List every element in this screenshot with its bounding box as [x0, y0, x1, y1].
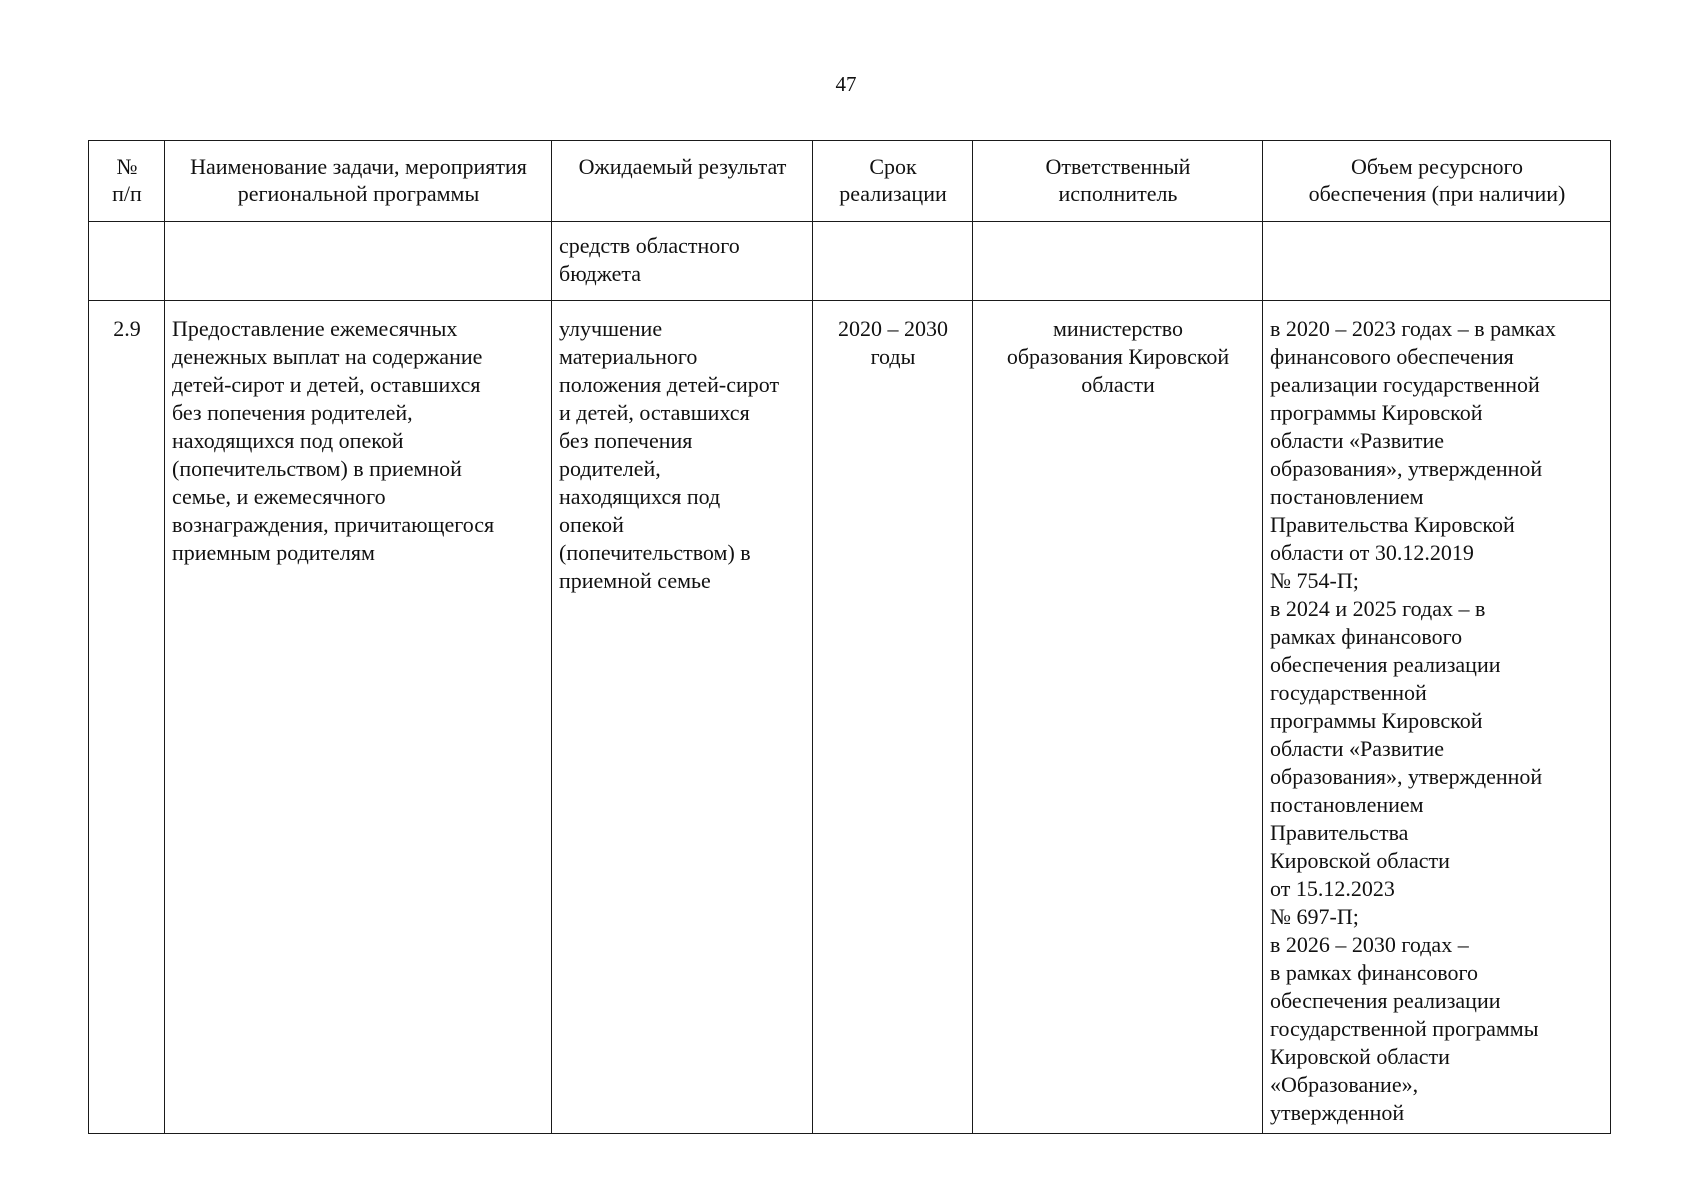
cell-term: [813, 222, 973, 301]
table-row-continuation: [89, 222, 1611, 301]
header-number: № п/п: [89, 141, 165, 222]
cell-number: 2.9: [89, 301, 165, 1134]
program-measures-table: [88, 140, 1611, 1134]
cell-result: улучшение материального положения детей-сирот и детей, оставшихся без попечения родителей, находящихся под опекой (попечительством) в приемной семье: [552, 301, 813, 1134]
cell-executor: [973, 222, 1263, 301]
header-executor: Ответственный исполнитель: [973, 141, 1263, 222]
cell-resources: в 2020 – 2023 годах – в рамках финансового обеспечения реализации государственной программы Кировской области «Развитие образования», утвержденной постановлением Правительства Кировской области от 30.12.2019 № 754-П; в 2024 и 2025 годах – в рамках финансового обеспечения реализации государственной программы Кировской области «Развитие образования», утвержденной постановлением Правительства Кировской области от 15.12.2023 № 697-П; в 2026 – 2030 годах – в рамках финансового обеспечения реализации государственной программы Кировской области «Образование», утвержденной: [1263, 301, 1611, 1134]
cell-number: [89, 222, 165, 301]
cell-resources: [1263, 222, 1611, 301]
header-resources: Объем ресурсного обеспечения (при наличии): [1263, 141, 1611, 222]
cell-term: 2020 – 2030 годы: [813, 301, 973, 1134]
header-expected-result: Ожидаемый результат: [552, 141, 813, 222]
page-number: 47: [835, 72, 857, 96]
cell-task: Предоставление ежемесячных денежных выплат на содержание детей-сирот и детей, оставшихся без попечения родителей, находящихся под опекой (попечительством) в приемной семье, и ежемесячного вознаграждения, причитающегося приемным родителям: [165, 301, 552, 1134]
header-term: Срок реализации: [813, 141, 973, 222]
header-task-name: Наименование задачи, мероприятия региональной программы: [165, 141, 552, 222]
cell-task: [165, 222, 552, 301]
cell-executor: министерство образования Кировской области: [973, 301, 1263, 1134]
cell-result: средств областного бюджета: [552, 222, 813, 301]
table-row-2-9: [89, 301, 1611, 1134]
table-header-row: [89, 141, 1611, 222]
